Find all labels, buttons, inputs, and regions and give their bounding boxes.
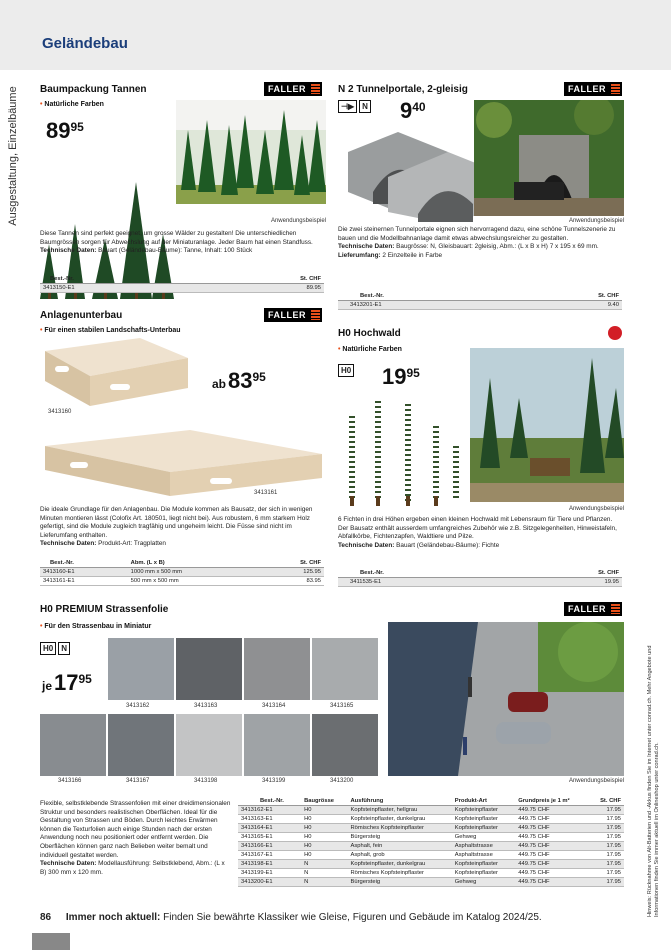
table-row: 3413166-E1 H0 Asphalt, fein Asphaltstrasse 449.75 CHF 17.95 <box>238 842 624 851</box>
product-title: N 2 Tunnelportale, 2-gleisig <box>338 84 468 95</box>
table-row: 3413165-E1 H0 Bürgersteig Gehweg 449.75 CHF 17.95 <box>238 833 624 842</box>
swatch-3413166 <box>40 714 106 776</box>
swatch-label: 3413198 <box>194 778 218 784</box>
faller-logo: FALLER <box>264 308 322 322</box>
footer <box>40 912 542 923</box>
product-title: H0 Hochwald <box>338 328 401 339</box>
table-row: 3413163-E1 H0 Kopfsteinpflaster, dunkelgrau Kopfsteinpflaster 449.75 CHF 17.95 <box>238 815 624 824</box>
article-number-label: 3413161 <box>254 490 278 496</box>
symbol-tags <box>338 364 356 377</box>
swatch-label: 3413165 <box>330 703 354 709</box>
feature-bullet: • Natürliche Farben <box>40 101 104 108</box>
module-board-small-image <box>40 336 190 411</box>
product-description: 6 Fichten in drei Höhen ergeben einen kleinen Hochwald mit Lebensraum für Tiere und Pflanzen. Der Bausatz enthält ausserdem umfangreiches Zubehör wie z.B. Sitzgelegenheiten, Hinweistafeln, Abfallkörbe, Fichtenzapfen, Waldtiere und Pilze. Technische Daten: Bauart (Geländebau-Bäume): Fichte <box>338 516 617 549</box>
swatch-3413163 <box>176 638 242 700</box>
table-row: 3413167-E1 H0 Asphalt, grob Asphaltstrasse 449.75 CHF 17.95 <box>238 851 624 860</box>
price-table: Best.-Nr. St. CHF 3411535-E1 19.95 <box>338 569 622 587</box>
busch-logo <box>608 326 622 340</box>
track-icon: ⊣▶ <box>338 100 357 113</box>
price-table: Best.-Nr. St. CHF 3413201-E1 9.40 <box>338 292 622 310</box>
page-title: Geländebau <box>42 35 128 52</box>
image-caption: Anwendungsbeispiel <box>568 506 624 512</box>
table-row: 3413150-E1 89.95 <box>40 284 324 293</box>
image-caption: Anwendungsbeispiel <box>270 218 326 224</box>
feature-bullet: • Für den Strassenbau in Miniatur <box>40 623 151 630</box>
side-note: Hinweis: Rücknahme von Alt-Batterien und -Akkus finden Sie im Internet unter conrad.ch. Mehr Angebote und Informationen finden Sie immer aktuell im Onlineshop unter conrad.ch. <box>647 645 660 917</box>
symbol-tags <box>338 100 373 113</box>
swatch-3413167 <box>108 714 174 776</box>
page-tab <box>32 933 70 950</box>
swatch-3413200 <box>312 714 378 776</box>
product-title: Baumpackung Tannen <box>40 84 147 95</box>
table-row: 3413162-E1 H0 Kopfsteinpflaster, hellgrau Kopfsteinpflaster 449.75 CHF 17.95 <box>238 806 624 815</box>
forest-scene-image <box>176 100 326 204</box>
swatch-label: 3413167 <box>126 778 150 784</box>
faller-logo: FALLER <box>564 602 622 616</box>
price-table: Best.-Nr. Abm. (L x B) St. CHF 3413160-E1 1000 mm x 500 mm 125.95 3413161-E1 500 mm x 500 mm 83.95 <box>40 559 324 586</box>
price: 940 <box>400 98 426 123</box>
product-description: Die ideale Grundlage für den Anlagenbau. Die Module kommen als Bausatz, der sich in wenigen Minuten montieren lässt (Colofix Art. 180501, liegt nicht bei). Aus robustem, 6 mm starkem Holz gefertigt, sind die Module zugleich tragfähig und ungeheim leicht. Die Füsse sind nicht im Lieferumfang enthalten. Technische Daten: Produkt-Art: Tragplatten <box>40 506 313 548</box>
product-title: H0 PREMIUM Strassenfolie <box>40 604 169 615</box>
product-title: Anlagenunterbau <box>40 310 123 321</box>
side-label: Ausgestaltung, Einzelbäume <box>7 86 19 226</box>
tunnel-scene-image <box>474 100 624 216</box>
image-caption: Anwendungsbeispiel <box>568 218 624 224</box>
article-number-label: 3413160 <box>48 409 72 415</box>
product-description: Die zwei steinernen Tunnelportale eignen sich hervorragend dazu, eine schöne Tunnelszenerie zu bauen und die Modellbahnanlage damit etwas abwechslungsreicher zu gestalten. Technische Daten: Baugrösse: N, Gleisbauart: 2gleisig, Abm.: (L x B x H) 7 x 195 x 69 mm. Lieferumfang: 2 Einzelteile in Farbe <box>338 226 616 259</box>
footer-bold: Immer noch aktuell: <box>65 912 161 923</box>
product-description: Flexible, selbstklebende Strassenfolien mit einer dreidimensionalen Struktur und besonders realistischen Oberflächen. Ideal für die Gestaltung von Strassen und Böden. Durch leichtes Erwärmen können die Texturfolien auch einige Stunden nach der ersten Anwendung noch neu positioniert oder entfernt werden. Die Oberflächen können ganz nach Belieben weiter bemalt und individuell gestaltet werden. Technische Daten: Modellausführung: Selbstklebend, Abm.: (L x B) 300 mm x 120 mm. <box>40 800 231 876</box>
spruce-trees-image <box>338 396 470 506</box>
faller-logo: FALLER <box>264 82 322 96</box>
swatch-3413199 <box>244 714 310 776</box>
gauge-h0-icon: H0 <box>338 364 354 377</box>
table-row: 3413200-E1 N Bürgersteig Gehweg 449.75 CHF 17.95 <box>238 878 624 887</box>
price: 8995 <box>46 118 84 143</box>
swatch-3413165 <box>312 638 378 700</box>
product-baumpackung <box>40 82 326 302</box>
table-row: 3413164-E1 H0 Römisches Kopfsteinpflaster Kopfsteinpflaster 449.75 CHF 17.95 <box>238 824 624 833</box>
swatch-label: 3413162 <box>126 703 150 709</box>
swatch-3413164 <box>244 638 310 700</box>
faller-logo: FALLER <box>564 82 622 96</box>
price: ab 8395 <box>212 368 266 393</box>
module-board-large-image <box>40 426 324 498</box>
product-description: Diese Tannen sind perfekt geeignet, um grosse Wälder zu gestalten! Die unterschiedlichen Baumgrössen sorgen für Abwechslung auf der Miniaturanlage. Jeder Baum hat einen Standfuss. Technische Daten: Bauart (Geländebau-Bäume): Tanne, Inhalt: 100 Stück <box>40 230 313 255</box>
table-row: 3411535-E1 19.95 <box>338 578 622 587</box>
swatch-label: 3413166 <box>58 778 82 784</box>
table-row: 3413161-E1 500 mm x 500 mm 83.95 <box>40 577 324 586</box>
product-anlagenunterbau <box>40 308 326 593</box>
page-number: 86 <box>40 912 52 923</box>
feature-bullet: • Natürliche Farben <box>338 346 402 353</box>
table-row: 3413198-E1 N Kopfsteinpflaster, dunkelgrau Kopfsteinpflaster 449.75 CHF 17.95 <box>238 860 624 869</box>
page-header <box>0 0 671 70</box>
footer-text: Finden Sie bewährte Klassiker wie Gleise, Figuren und Gebäude im Katalog 2024/25. <box>163 912 542 923</box>
table-row: 3413199-E1 N Römisches Kopfsteinpflaster Kopfsteinpflaster 449.75 CHF 17.95 <box>238 869 624 878</box>
symbol-tags <box>40 642 72 655</box>
gauge-n-icon: N <box>359 100 371 113</box>
product-strassenfolie <box>40 602 624 907</box>
gauge-h0-icon: H0 <box>40 642 56 655</box>
price: je 1795 <box>42 670 92 695</box>
swatch-label: 3413163 <box>194 703 218 709</box>
table-row: 3413160-E1 1000 mm x 500 mm 125.95 <box>40 568 324 577</box>
price-table: Best.-Nr. Baugrösse Ausführung Produkt-Art Grundpreis je 1 m² St. CHF 3413162-E1 H0 Kopfsteinpflaster, hellgrau Kopfsteinpflaster 449.75 CHF 17.95 3413163-E1 H0 Kopfsteinpflaster, dunkelgrau Kopfsteinpflaster 449.75 CHF 17.95 3413164-E1 H0 Römisches Kopfsteinpflaster Kopfsteinpflaster 449.75 CHF 17.95 3413165-E1 H0 Bürgersteig Gehweg 449.75 CHF 17.95 3413166-E1 H0 Asphalt, fein Asphaltstrasse 449.75 CHF 17.95 3413167-E1 H0 Asphalt, grob Asphaltstrasse 449.75 CHF 17.95 3413198-E1 N Kopfsteinpflaster, dunkelgrau Kopfsteinpflaster 449.75 CHF 17.95 3413199-E1 N Römisches Kopfsteinpflaster Kopfsteinpflaster 449.75 CHF 17.95 3413200-E1 N Bürgersteig Gehweg 449.75 CHF 17.95 <box>238 797 624 887</box>
table-row: 3413201-E1 9.40 <box>338 301 622 310</box>
swatch-label: 3413164 <box>262 703 286 709</box>
swatch-3413162 <box>108 638 174 700</box>
feature-bullet: • Für einen stabilen Landschafts-Unterbau <box>40 327 181 334</box>
swatch-label: 3413199 <box>262 778 286 784</box>
swatch-3413198 <box>176 714 242 776</box>
gauge-n-icon: N <box>58 642 70 655</box>
product-hochwald <box>338 326 624 594</box>
forest-scene-image <box>470 348 624 502</box>
swatch-label: 3413200 <box>330 778 354 784</box>
price: 1995 <box>382 364 420 389</box>
street-scene-image <box>388 622 624 776</box>
price-table: Best.-Nr. St. CHF 3413150-E1 89.95 <box>40 275 324 293</box>
image-caption: Anwendungsbeispiel <box>568 778 624 784</box>
product-tunnelportale <box>338 82 624 314</box>
